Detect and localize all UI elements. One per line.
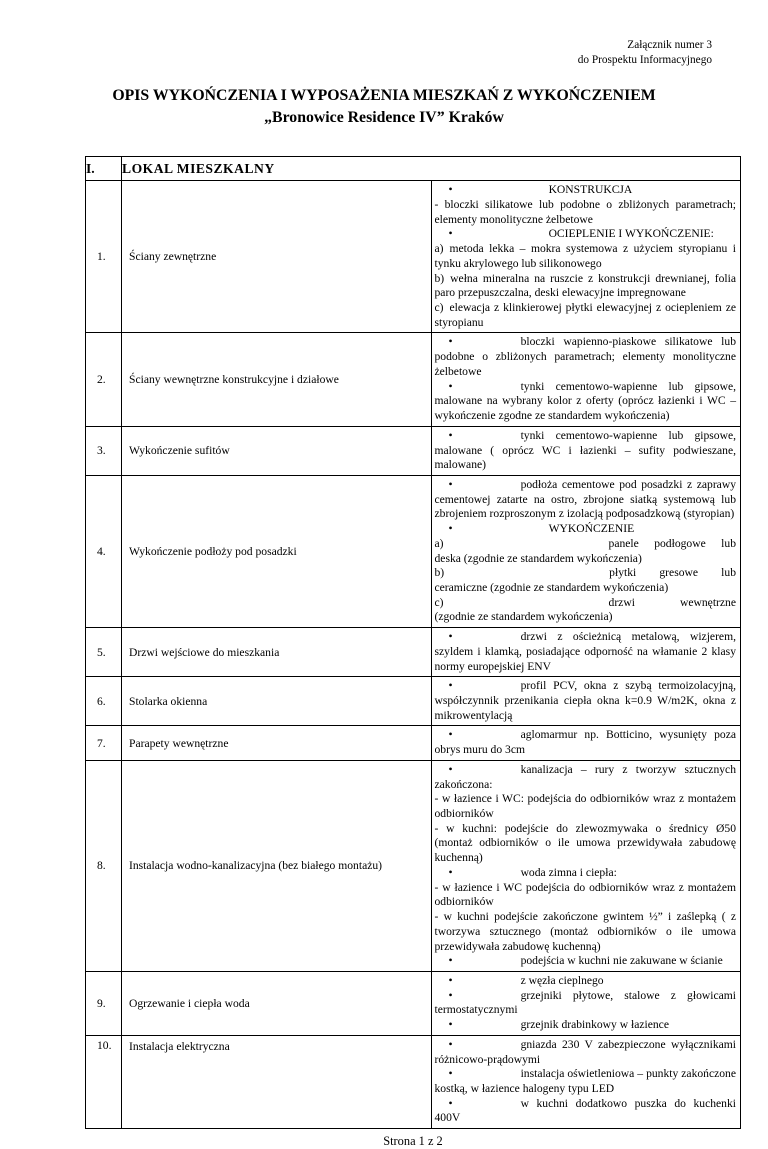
row-label-cell: Instalacja elektryczna xyxy=(122,1035,432,1128)
tab-spacer xyxy=(453,1106,521,1107)
row-number-cell: 8. xyxy=(86,760,122,971)
letter-marker: b) xyxy=(434,566,445,580)
line-text: - w kuchni: podejście do zlewozmywaka o średnicy Ø50 (montaż odbiorników o ile umowa przewidywała zabudowę kuchenną) xyxy=(434,821,736,865)
content-line xyxy=(435,242,737,271)
bullet-icon: • xyxy=(448,728,453,742)
line-text: drzwi wewnętrzne (zgodnie ze standardem wykończenia) xyxy=(434,595,736,624)
line-text: tynki cementowo-wapienne lub gipsowe, malowane ( oprócz WC i łazienki – sufity podwieszane, malowane) xyxy=(434,428,736,472)
line-text: gniazda 230 V zabezpieczone wyłącznikami różnicowo-prądowymi xyxy=(434,1037,736,1066)
section-number: I. xyxy=(86,157,122,181)
bullet-icon: • xyxy=(448,477,453,491)
line-text: grzejniki płytowe, stalowe z głowicami termostatycznymi xyxy=(434,988,736,1017)
tab-spacer xyxy=(453,963,521,964)
bullet-icon: • xyxy=(448,1018,453,1032)
section-title: LOKAL MIESZKALNY xyxy=(122,157,741,181)
line-text: podłoża cementowe pod posadzki z zaprawy cementowej zatarte na ostro, zbrojone siatką systemową lub zbrojeniem rozproszonym z izolacją podposadzkową (styropian) xyxy=(434,477,736,521)
table-row xyxy=(86,971,741,1035)
row-number-cell: 6. xyxy=(86,677,122,726)
content-line xyxy=(435,822,737,866)
tab-spacer xyxy=(453,639,521,640)
content-line xyxy=(435,1067,737,1096)
tab-spacer xyxy=(453,1027,521,1028)
tab-spacer xyxy=(444,575,609,576)
table-row xyxy=(86,677,741,726)
content-line xyxy=(435,566,737,595)
tab-spacer xyxy=(453,688,521,689)
letter-marker: c) xyxy=(434,595,444,609)
line-text: bloczki wapienno-piaskowe silikatowe lub podobne o zbliżonych parametrach; elementy monolityczne żelbetowe xyxy=(434,335,736,378)
bullet-icon: • xyxy=(448,428,453,442)
line-text: aglomarmur np. Botticino, wysunięty poza obrys muru do 3cm xyxy=(434,728,736,757)
row-content-cell xyxy=(431,426,741,475)
line-text: metoda lekka – mokra systemowa z użyciem styropianu i tynku akrylowego lub silikonowego xyxy=(434,242,736,270)
content-line xyxy=(435,301,737,330)
document-title-line-1: OPIS WYKOŃCZENIA I WYPOSAŻENIA MIESZKAŃ Z WYKOŃCZENIEM xyxy=(112,86,656,104)
line-text: podejścia w kuchni nie zakuwane w ścianie xyxy=(520,954,723,968)
tab-spacer xyxy=(453,772,521,773)
document-title xyxy=(0,85,768,131)
row-content-cell xyxy=(431,971,741,1035)
content-line xyxy=(435,974,737,989)
tab-spacer xyxy=(453,737,521,738)
line-text: woda zimna i ciepła: xyxy=(520,865,617,879)
line-text: elewacja z klinkierowej płytki elewacyjnej z ociepleniem ze styropianu xyxy=(434,301,736,329)
row-content-cell xyxy=(431,1035,741,1128)
attachment-line-2: do Prospektu Informacyjnego xyxy=(577,54,712,67)
tab-spacer xyxy=(453,1047,521,1048)
tab-spacer xyxy=(453,875,521,876)
content-line xyxy=(435,1038,737,1067)
table-body xyxy=(86,181,741,1129)
table-row xyxy=(86,333,741,426)
row-number-cell: 4. xyxy=(86,475,122,627)
content-line xyxy=(435,272,737,301)
content-line xyxy=(435,335,737,379)
line-text: grzejnik drabinkowy w łazience xyxy=(520,1018,669,1032)
row-label-cell: Instalacja wodno-kanalizacyjna (bez białego montażu) xyxy=(122,760,432,971)
row-number-cell: 5. xyxy=(86,628,122,677)
content-line xyxy=(435,881,737,910)
line-text: panele podłogowe lub deska (zgodnie ze standardem wykończenia) xyxy=(434,536,736,565)
content-line xyxy=(435,380,737,424)
row-number-cell: 3. xyxy=(86,426,122,475)
bullet-icon: • xyxy=(448,1067,453,1081)
row-content-cell xyxy=(431,726,741,760)
row-content-cell xyxy=(431,628,741,677)
specification-table xyxy=(85,156,741,1129)
tab-spacer xyxy=(444,546,609,547)
line-text: - bloczki silikatowe lub podobne o zbliżonych parametrach; elementy monolityczne żelbetowe xyxy=(434,198,736,226)
bullet-icon: • xyxy=(448,1037,453,1051)
line-text: - w łazience i WC podejścia do odbiorników wraz z montażem odbiorników xyxy=(434,880,736,909)
bullet-icon: • xyxy=(448,762,453,776)
row-content-cell xyxy=(431,760,741,971)
attachment-line-1: Załącznik numer 3 xyxy=(627,39,712,51)
line-text: w kuchni dodatkowo puszka do kuchenki 400V xyxy=(434,1096,736,1125)
row-label-cell: Ogrzewanie i ciepła woda xyxy=(122,971,432,1035)
content-line xyxy=(435,989,737,1018)
letter-marker: a) xyxy=(434,536,444,550)
content-line xyxy=(435,866,737,881)
letter-marker: b) xyxy=(434,271,445,285)
line-text: drzwi z ościeżnicą metalową, wizjerem, szyldem i klamką, posiadające odporność na włamanie 2 klasy normy europejskiej ENV xyxy=(434,630,736,673)
row-number-cell: 9. xyxy=(86,971,122,1035)
content-line xyxy=(435,1018,737,1033)
table-row xyxy=(86,181,741,333)
table-row xyxy=(86,426,741,475)
page-footer xyxy=(85,1134,741,1149)
bullet-icon: • xyxy=(448,183,453,197)
attachment-note xyxy=(0,38,712,69)
content-line xyxy=(435,429,737,473)
tab-spacer xyxy=(453,983,521,984)
line-text: tynki cementowo-wapienne lub gipsowe, malowane na wybrany kolor z oferty (oprócz łazienki i WC – wykończenie zgodne ze standardem wykończenia) xyxy=(434,379,736,423)
tab-spacer xyxy=(453,487,521,488)
row-content-cell xyxy=(431,677,741,726)
tab-spacer xyxy=(453,192,549,193)
row-content-cell xyxy=(431,333,741,426)
content-line xyxy=(435,910,737,954)
row-label-cell: Ściany wewnętrzne konstrukcyjne i działowe xyxy=(122,333,432,426)
content-line xyxy=(435,792,737,821)
line-text: - w kuchni podejście zakończone gwintem ½” i zaślepką ( z tworzywa sztucznego (montaż odbiorników o ile umowa przewidywała zabudowę kuchenną) xyxy=(434,910,736,953)
bullet-icon: • xyxy=(448,973,453,987)
bullet-icon: • xyxy=(448,954,453,968)
content-line xyxy=(435,954,737,969)
bullet-icon: • xyxy=(448,227,453,241)
bullet-icon: • xyxy=(448,988,453,1002)
content-line xyxy=(435,596,737,625)
tab-spacer xyxy=(453,438,521,439)
table-head xyxy=(86,157,741,181)
row-content-cell xyxy=(431,181,741,333)
bullet-icon: • xyxy=(448,1096,453,1110)
line-text: z węzła cieplnego xyxy=(520,973,604,987)
bullet-icon: • xyxy=(448,522,453,536)
row-number-cell: 10. xyxy=(86,1035,122,1128)
content-line xyxy=(435,227,737,242)
tab-spacer xyxy=(453,389,521,390)
content-line xyxy=(435,478,737,522)
table-row xyxy=(86,760,741,971)
row-label-cell: Drzwi wejściowe do mieszkania xyxy=(122,628,432,677)
bullet-icon: • xyxy=(448,630,453,644)
line-text: WYKOŃCZENIE xyxy=(548,522,635,536)
row-number-cell: 2. xyxy=(86,333,122,426)
line-text: OCIEPLENIE I WYKOŃCZENIE: xyxy=(548,227,714,241)
page-number-label: Strona 1 z 2 xyxy=(383,1134,443,1149)
row-number-cell: 7. xyxy=(86,726,122,760)
bullet-icon: • xyxy=(448,679,453,693)
table-row xyxy=(86,726,741,760)
table-row xyxy=(86,475,741,627)
tab-spacer xyxy=(444,605,609,606)
line-text: instalacja oświetleniowa – punkty zakończone kostką, w łazience halogeny typu LED xyxy=(434,1067,736,1095)
section-header-row xyxy=(86,157,741,181)
tab-spacer xyxy=(453,1076,521,1077)
bullet-icon: • xyxy=(448,379,453,393)
content-line xyxy=(435,630,737,674)
tab-spacer xyxy=(453,998,521,999)
line-text: kanalizacja – rury z tworzyw sztucznych zakończona: xyxy=(434,762,736,791)
bullet-icon: • xyxy=(448,865,453,879)
row-label-cell: Ściany zewnętrzne xyxy=(122,181,432,333)
content-line xyxy=(435,1097,737,1126)
content-line xyxy=(435,183,737,198)
tab-spacer xyxy=(453,344,521,345)
table-row xyxy=(86,1035,741,1128)
letter-marker: c) xyxy=(434,301,444,315)
content-line xyxy=(435,537,737,566)
content-line xyxy=(435,522,737,537)
content-line xyxy=(435,728,737,757)
tab-spacer xyxy=(453,236,549,237)
document-title-line-2: „Bronowice Residence IV” Kraków xyxy=(264,109,504,127)
row-content-cell xyxy=(431,475,741,627)
bullet-icon: • xyxy=(448,335,453,349)
letter-marker: a) xyxy=(434,242,444,256)
content-line xyxy=(435,198,737,227)
content-line xyxy=(435,763,737,792)
line-text: - w łazience i WC: podejścia do odbiorników wraz z montażem odbiorników xyxy=(434,792,736,821)
line-text: profil PCV, okna z szybą termoizolacyjną, współczynnik przenikania ciepła okna k=0.9 W/m2K, okna z mikrowentylacją xyxy=(434,679,736,722)
row-label-cell: Wykończenie sufitów xyxy=(122,426,432,475)
row-label-cell: Stolarka okienna xyxy=(122,677,432,726)
row-number-cell: 1. xyxy=(86,181,122,333)
tab-spacer xyxy=(453,531,549,532)
content-line xyxy=(435,679,737,723)
line-text: KONSTRUKCJA xyxy=(548,183,633,197)
table-row xyxy=(86,628,741,677)
row-label-cell: Wykończenie podłoży pod posadzki xyxy=(122,475,432,627)
line-text: wełna mineralna na ruszcie z konstrukcji drewnianej, folia paro przepuszczalna, deski elewacyjne impregnowane xyxy=(434,271,736,300)
row-label-cell: Parapety wewnętrzne xyxy=(122,726,432,760)
line-text: płytki gresowe lub ceramiczne (zgodnie ze standardem wykończenia) xyxy=(434,566,736,594)
